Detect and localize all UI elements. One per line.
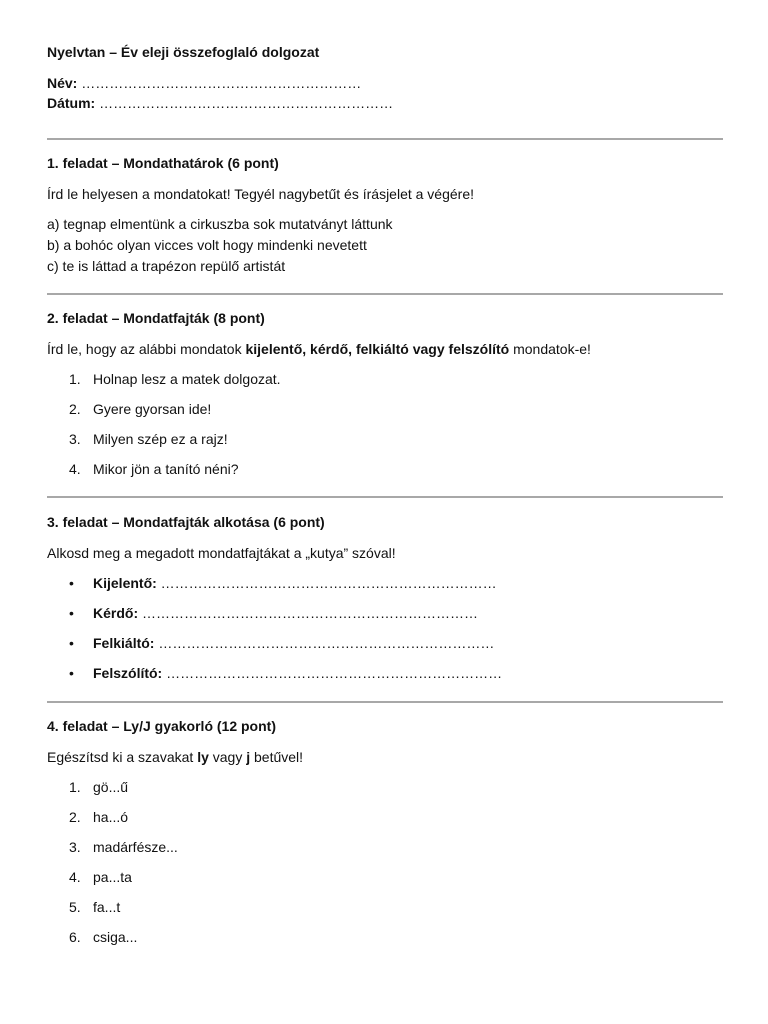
list-text: pa...ta xyxy=(93,869,132,885)
list-item xyxy=(47,459,723,479)
bullet-label: Kijelentő: xyxy=(93,575,157,591)
date-blank: ……………………………………………………… xyxy=(99,95,394,111)
answer-blank: ……………………………………………………………… xyxy=(166,665,503,681)
task2-instruction xyxy=(47,339,723,359)
task1-item: b) a bohóc olyan vicces volt hogy mindenki nevetett xyxy=(47,237,367,253)
name-row xyxy=(47,73,723,93)
list-text: madárfésze... xyxy=(93,839,178,855)
bullet-label: Felszólító: xyxy=(93,665,163,681)
task2-instruction-emphasis: kijelentő, kérdő, felkiáltó vagy felszólító xyxy=(245,341,510,357)
list-item xyxy=(47,603,723,623)
list-item xyxy=(47,663,723,683)
name-label: Név: xyxy=(47,75,78,91)
list-number: 1. xyxy=(69,779,81,795)
date-label: Dátum: xyxy=(47,95,96,111)
page-title: Nyelvtan – Év eleji összefoglaló dolgozat xyxy=(47,44,320,60)
list-item xyxy=(47,867,723,887)
bullet-label: Felkiáltó: xyxy=(93,635,155,651)
list-item xyxy=(47,429,723,449)
task4-instruction-text-end: betűvel! xyxy=(250,749,304,765)
answer-blank: ……………………………………………………………… xyxy=(158,635,495,651)
task1-item: a) tegnap elmentünk a cirkuszba sok mutatványt láttunk xyxy=(47,216,393,232)
task4-instruction-text-mid: vagy xyxy=(208,749,247,765)
list-text xyxy=(93,663,502,683)
task4-instruction-ly: ly xyxy=(197,749,209,765)
bullet: • xyxy=(69,605,74,621)
list-text: csiga... xyxy=(93,929,138,945)
bullet: • xyxy=(69,575,74,591)
task1-instruction: Írd le helyesen a mondatokat! Tegyél nagybetűt és írásjelet a végére! xyxy=(47,186,475,202)
list-number: 3. xyxy=(69,839,81,855)
list-item xyxy=(47,927,723,947)
task4-instruction xyxy=(47,747,723,767)
list-text: fa...t xyxy=(93,899,121,915)
task4-title: 4. feladat – Ly/J gyakorló (12 pont) xyxy=(47,718,276,734)
list-number: 5. xyxy=(69,899,81,915)
list-item xyxy=(47,897,723,917)
name-blank: …………………………………………………… xyxy=(81,75,362,91)
answer-blank: ……………………………………………………………… xyxy=(142,605,479,621)
task3-title: 3. feladat – Mondatfajták alkotása (6 pont) xyxy=(47,514,325,530)
list-number: 3. xyxy=(69,431,81,447)
task4-instruction-text: Egészítsd ki a szavakat xyxy=(47,749,198,765)
task4-instruction-j: j xyxy=(246,749,251,765)
list-number: 1. xyxy=(69,371,81,387)
list-text: Gyere gyorsan ide! xyxy=(93,401,212,417)
list-text: Holnap lesz a matek dolgozat. xyxy=(93,371,281,387)
list-text xyxy=(93,603,478,623)
task2-instruction-text: Írd le, hogy az alábbi mondatok xyxy=(47,341,246,357)
answer-blank: ……………………………………………………………… xyxy=(160,575,497,591)
bullet-label: Kérdő: xyxy=(93,605,139,621)
list-number: 4. xyxy=(69,461,81,477)
list-number: 4. xyxy=(69,869,81,885)
list-text: Mikor jön a tanító néni? xyxy=(93,461,239,477)
list-text xyxy=(93,573,497,593)
list-number: 6. xyxy=(69,929,81,945)
list-text xyxy=(93,633,494,653)
list-item xyxy=(47,777,723,797)
list-text: ha...ó xyxy=(93,809,129,825)
date-row xyxy=(47,93,723,113)
list-number: 2. xyxy=(69,401,81,417)
worksheet xyxy=(47,42,723,947)
list-item xyxy=(47,837,723,857)
task1-title: 1. feladat – Mondathatárok (6 pont) xyxy=(47,155,279,171)
task1-item: c) te is láttad a trapézon repülő artistát xyxy=(47,258,286,274)
list-number: 2. xyxy=(69,809,81,825)
list-item xyxy=(47,369,723,389)
task2-instruction-text-end: mondatok-e! xyxy=(509,341,591,357)
list-item xyxy=(47,633,723,653)
list-text: gö...ű xyxy=(93,779,129,795)
list-text: Milyen szép ez a rajz! xyxy=(93,431,228,447)
list-item xyxy=(47,807,723,827)
task2-title: 2. feladat – Mondatfajták (8 pont) xyxy=(47,310,265,326)
list-item xyxy=(47,399,723,419)
task3-instruction: Alkosd meg a megadott mondatfajtákat a „kutya” szóval! xyxy=(47,545,396,561)
bullet: • xyxy=(69,635,74,651)
bullet: • xyxy=(69,665,74,681)
list-item xyxy=(47,573,723,593)
